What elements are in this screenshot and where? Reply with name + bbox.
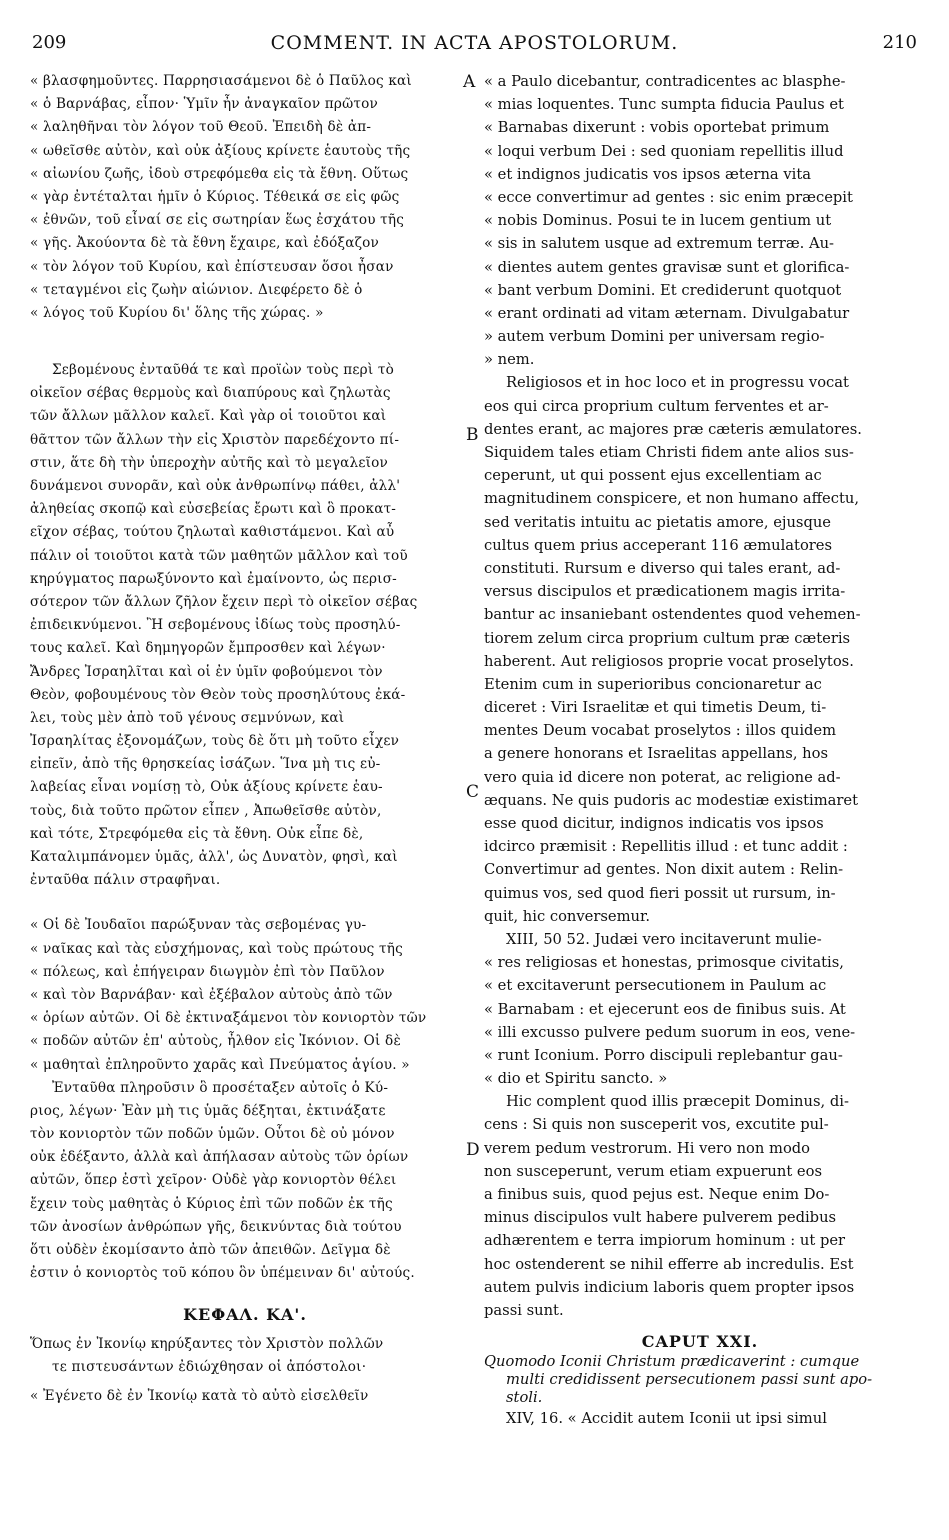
text-line: ἔχειν τοὺς μαθητὰς ὁ Κύριος ἐπὶ τῶν ποδῶν ἐκ τῆς [30, 1195, 393, 1212]
text-line: τοὺς, διὰ τοῦτο πρῶτον εἶπεν , Ἀπωθεῖσθε αὐτὸν, [30, 802, 382, 819]
text-line: « γὰρ ἐντέταλται ἡμῖν ὁ Κύριος. Τέθεικά σε εἰς φῶς [30, 188, 400, 205]
text-line: « ὁ Βαρνάβας, εἶπον· Ὑμῖν ἦν ἀναγκαῖον πρῶτον [30, 96, 378, 113]
text-line: autem pulvis indicium laboris quem propter ipsos [484, 1278, 855, 1296]
text-line: vero quia id dicere non poterat, ac religione ad- [484, 768, 841, 786]
text-line: minus discipulos vult habere pulverem pedibus [484, 1209, 837, 1227]
text-line: οἰκεῖον σέβας θερμοὺς καὶ διαπύρους καὶ ζηλωτὰς [30, 385, 391, 402]
text-line: τους καλεῖ. Καὶ δημηγορῶν ἔμπροσθεν καὶ λέγων· [30, 640, 386, 657]
text-line: « et excitaverunt persecutionem in Paulum ac [484, 977, 827, 995]
text-line: non susceperunt, verum etiam expuerunt eos [484, 1162, 822, 1180]
greek-column [30, 70, 460, 1408]
text-line: οὐκ ἐδέξαντο, ἀλλὰ καὶ ἀπήλασαν αὐτοὺς τῶν ὁρίων [30, 1149, 409, 1166]
text-line: quit, hic conversemur. [484, 907, 651, 925]
text-line: πάλιν οἱ τοιοῦτοι κατὰ τῶν μαθητῶν μᾶλλον καὶ τοῦ [30, 547, 408, 564]
text-line: diceret : Viri Israelitæ et qui timetis Deum, ti- [484, 699, 827, 717]
text-line: Ἐνταῦθα πληροῦσιν ὃ προσέταξεν αὐτοῖς ὁ Κύ- [52, 1079, 389, 1096]
margin-letter-b: B [466, 425, 479, 445]
text-line: « γῆς. Ἀκούοντα δὲ τὰ ἔθνη ἔχαιρε, καὶ ἐδόξαζον [30, 235, 380, 252]
text-line: cens : Si quis non susceperit vos, excutite pul- [484, 1116, 829, 1134]
text-line: « ὁρίων αὐτῶν. Οἱ δὲ ἐκτιναξάμενοι τὸν κονιορτὸν τῶν [30, 1010, 427, 1027]
text-line: « Barnabam : et ejecerunt eos de finibus suis. At [484, 1000, 846, 1018]
text-line: » autem verbum Domini per universam regio- [484, 328, 825, 346]
latin-chapter-heading: CAPUT XXI. [641, 1332, 759, 1352]
text-line: æquans. Ne quis pudoris ac modestiæ existimaret [484, 791, 859, 809]
text-line: ceperunt, ut qui possent ejus excellentiam ac [484, 467, 822, 485]
text-line: Hic complent quod illis præcepit Dominus, di- [506, 1093, 849, 1111]
text-line: Ἰσραηλίτας ἐξονομάζων, τοὺς δὲ ὅτι μὴ τοῦτο εἶχεν [30, 733, 400, 750]
latin-block-3 [484, 928, 916, 1090]
greek-chapter-summary-line: Ὅπως ἐν Ἰκονίῳ κηρύξαντες τὸν Χριστὸν πολλῶν [30, 1335, 384, 1352]
text-line: « τὸν λόγον τοῦ Κυρίου, καὶ ἐπίστευσαν ὅσοι ἦσαν [30, 258, 394, 275]
text-line: Convertimur ad gentes. Non dixit autem : Relin- [484, 861, 844, 879]
greek-last-line: « Ἐγένετο δὲ ἐν Ἰκονίῳ κατὰ τὸ αὐτὸ εἰσελθεῖν [30, 1387, 369, 1404]
text-line: λαβείας εἶναι νομίσῃ τὸ, Οὐκ ἀξίους κρίνετε ἑαυ- [30, 779, 383, 796]
text-line: δυνάμενοι συνορᾶν, καὶ οὐκ ἀνθρωπίνῳ πάθει, ἀλλ' [30, 478, 401, 494]
text-line: καὶ τότε, Στρεφόμεθα εἰς τὰ ἔθνη. Οὐκ εἶπε δὲ, [30, 825, 364, 842]
text-line: ἐπιδεικνύμενοι. Ἢ σεβομένους ἰδίως τοὺς προσηλύ- [30, 617, 401, 634]
latin-last-line: XIV, 16. « Accidit autem Iconii ut ipsi simul [506, 1410, 827, 1428]
greek-block-3 [30, 914, 460, 1076]
text-line: eos qui circa proprium cultum ferventes et ar- [484, 397, 829, 415]
latin-column [484, 70, 916, 1431]
text-line: « βλασφημοῦντες. Παρρησιασάμενοι δὲ ὁ Παῦλος καὶ [30, 73, 412, 89]
text-line: σότερον τῶν ἄλλων ζῆλον ἔχειν περὶ τὸ οἰκεῖον σέβας [30, 593, 418, 610]
latin-chapter-summary-line: Quomodo Iconii Christum prædicaverint : cumque [484, 1353, 860, 1371]
text-line: ριος, λέγων· Ἐὰν μὴ τις ὑμᾶς δέξηται, ἐκτινάξατε [30, 1102, 386, 1119]
margin-letter-a: A [463, 72, 476, 92]
margin-letter-d: D [466, 1140, 480, 1160]
text-line: εἰπεῖν, ἀπὸ τῆς θρησκείας ἰσάζων. Ἵνα μὴ τις εὐ- [30, 756, 381, 773]
text-line: versus discipulos et prædicationem magis irrita- [484, 583, 846, 601]
text-line: τῶν ἀνοσίων ἀνθρώπων γῆς, δεικνύντας διὰ τούτου [30, 1218, 402, 1235]
latin-block-2 [484, 371, 916, 928]
text-line: « mias loquentes. Tunc sumpta fiducia Paulus et [484, 96, 844, 114]
text-line: mentes Deum vocabat proselytos : illos quidem [484, 722, 837, 740]
text-line: Σεβομένους ἐνταῦθά τε καὶ προϊὼν τοὺς περὶ τὸ [52, 362, 394, 379]
text-line: « ποδῶν αὐτῶν ἐπ' αὐτοὺς, ἦλθον εἰς Ἰκόνιον. Οἱ δὲ [30, 1033, 401, 1050]
text-line: adhærentem e terra impiorum hominum : ut per [484, 1232, 846, 1250]
text-line: « ἐθνῶν, τοῦ εἶναί σε εἰς σωτηρίαν ἕως ἐσχάτου τῆς [30, 212, 405, 229]
text-line: Religiosos et in hoc loco et in progressu vocat [506, 374, 849, 392]
text-line: bantur ac insaniebant ostendentes quod vehemen- [484, 606, 861, 624]
text-line: αὐτῶν, ὅπερ ἐστὶ χεῖρον· Οὐδὲ γὰρ κονιορτὸν θέλει [30, 1172, 397, 1189]
text-line: τῶν ἄλλων μᾶλλον καλεῖ. Καὶ γὰρ οἱ τοιοῦτοι καὶ [30, 408, 387, 425]
latin-chapter-summary-line: multi credidissent persecutionem passi sunt apo- [506, 1371, 873, 1389]
text-line: Θεὸν, φοβουμένους τὸν Θεὸν τοὺς προσηλύτους ἐκά- [30, 686, 406, 703]
text-line: « res religiosas et honestas, primosque civitatis, [484, 954, 844, 972]
text-line: « ecce convertimur ad gentes : sic enim præcepit [484, 188, 853, 206]
text-line: « illi excusso pulvere pedum suorum in eos, vene- [484, 1023, 856, 1041]
text-line: « ναῖκας καὶ τὰς εὐσχήμονας, καὶ τοὺς πρώτους τῆς [30, 940, 403, 957]
text-line: dentes erant, ac majores præ cæteris æmulatores. [484, 420, 862, 438]
text-line: στιν, ἅτε δὴ τὴν ὑπεροχὴν αὐτῆς καὶ τὸ μεγαλεῖον [30, 454, 388, 471]
latin-block-1 [484, 70, 916, 371]
greek-chapter-heading: ΚΕΦΑΛ. ΚΑ'. [183, 1305, 307, 1325]
text-line: ἐστιν ὁ κονιορτὸς τοῦ κόπου ὃν ὑπέμειναν δι' αὐτούς. [30, 1265, 415, 1282]
text-line: « Barnabas dixerunt : vobis oportebat primum [484, 119, 830, 137]
text-line: « αἰωνίου ζωῆς, ἰδοὺ στρεφόμεθα εἰς τὰ ἔθνη. Οὕτως [30, 165, 409, 182]
page-header [32, 32, 917, 58]
text-line: haberent. Aut religiosos proprie vocat proselytos. [484, 652, 854, 670]
text-line: passi sunt. [484, 1301, 564, 1319]
text-line: esse quod dicitur, indignos indicatis vos ipsos [484, 815, 824, 832]
text-line: « a Paulo dicebantur, contradicentes ac blasphe- [484, 73, 846, 90]
text-line: « sis in salutem usque ad extremum terræ. Au- [484, 235, 834, 253]
text-line: Etenim cum in superioribus concionaretur ac [484, 675, 822, 693]
latin-chapter-summary-line: stoli. [506, 1389, 543, 1407]
text-line: » nem. [484, 351, 535, 369]
text-line: « Οἱ δὲ Ἰουδαῖοι παρώξυναν τὰς σεβομένας γυ- [30, 917, 367, 934]
text-line: a finibus suis, quod pejus est. Neque enim Do- [484, 1186, 830, 1203]
text-line: « ωθεῖσθε αὐτὸν, καὶ οὐκ ἀξίους κρίνετε ἑαυτοὺς τῆς [30, 142, 411, 159]
greek-block-1 [30, 70, 460, 325]
greek-chapter-summary-line: τε πιστευσάντων ἐδιώχθησαν οἱ ἀπόστολοι· [52, 1358, 367, 1375]
text-line: « πόλεως, καὶ ἐπήγειραν διωγμὸν ἐπὶ τὸν Παῦλον [30, 963, 385, 980]
text-line: XIII, 50 52. Judæi vero incitaverunt mulie- [506, 930, 822, 948]
text-line: « dio et Spiritu sancto. » [484, 1070, 668, 1088]
text-line: « nobis Dominus. Posui te in lucem gentium ut [484, 212, 832, 230]
text-line: verem pedum vestrorum. Hi vero non modo [484, 1139, 811, 1157]
text-line: κηρύγματος παρωξύνοντο καὶ ἐμαίνοντο, ὡς περισ- [30, 570, 397, 587]
text-line: Καταλιμπάνομεν ὑμᾶς, ἀλλ', ὡς Δυνατὸν, φησὶ, καὶ [30, 849, 398, 865]
text-line: « runt Iconium. Porro discipuli replebantur gau- [484, 1046, 843, 1064]
text-line: εῖχον σέβας, τούτου ζηλωταὶ καθιστάμενοι. Καὶ αὖ [30, 524, 395, 541]
text-line: Ἄνδρες Ἰσραηλῖται καὶ οἱ ἐν ὑμῖν φοβούμενοι τὸν [30, 663, 383, 680]
text-line: « bant verbum Domini. Et crediderunt quotquot [484, 281, 842, 299]
text-line: ὅτι οὐδὲν ἐκομίσαντο ἀπὸ τῶν ἀπειθῶν. Δεῖγμα δὲ [30, 1242, 391, 1258]
text-line: ἐνταῦθα πάλιν στραφῆναι. [30, 872, 221, 889]
text-line: tiorem zelum circa proprium cultum præ cæteris [484, 629, 851, 647]
text-line: « loqui verbum Dei : sed quoniam repellitis illud [484, 142, 844, 160]
page-number-right: 210 [882, 32, 917, 53]
text-line: « τεταγμένοι εἰς ζωὴν αἰώνιον. Διεφέρετο δὲ ὁ [30, 281, 363, 298]
text-line: « et indignos judicatis vos ipsos æterna vita [484, 165, 811, 183]
text-line: « erant ordinati ad vitam æternam. Divulgabatur [484, 304, 850, 322]
text-line: « dientes autem gentes gravisæ sunt et glorifica- [484, 258, 850, 276]
text-line: constituti. Rursum e diverso qui tales erant, ad- [484, 559, 841, 577]
text-line: « μαθηταὶ ἐπληροῦντο χαρᾶς καὶ Πνεύματος ἁγίου. » [30, 1056, 410, 1073]
text-line: quimus vos, sed quod fieri possit ut rursum, in- [484, 884, 836, 902]
text-line: θᾶττον τῶν ἄλλων τὴν εἰς Χριστὸν παρεδέχοντο πί- [30, 431, 400, 448]
page-number-left: 209 [32, 32, 67, 53]
text-line: « καὶ τὸν Βαρνάβαν· καὶ ἐξέβαλον αὐτοὺς ἀπὸ τῶν [30, 986, 393, 1003]
text-line: λει, τοὺς μὲν ἀπὸ τοῦ γένους σεμνύνων, καὶ [30, 709, 345, 726]
text-line: « λόγος τοῦ Κυρίου δι' ὅλης τῆς χώρας. » [30, 304, 324, 321]
text-line: magnitudinem conspicere, et non humano affectu, [484, 490, 859, 508]
text-line: a genere honorans et Israelitas appellans, hos [484, 745, 829, 763]
greek-block-2 [30, 359, 460, 892]
text-line: sed veritatis intuitu ac pietatis amore, ejusque [484, 513, 831, 531]
text-line: ἀληθείας σκοπῷ καὶ εὐσεβείας ἔρωτι καὶ ὃ προκατ- [30, 501, 397, 518]
text-line: τὸν κονιορτὸν τῶν ποδῶν ὑμῶν. Οὗτοι δὲ οὐ μόνον [30, 1126, 395, 1143]
text-line: Siquidem tales etiam Christi fidem ante alios sus- [484, 444, 854, 461]
text-line: cultus quem prius acceperant 116 æmulatores [484, 536, 833, 554]
text-line: hoc ostenderent se nihil efferre ab incredulis. Est [484, 1255, 854, 1273]
running-title: COMMENT. IN ACTA APOSTOLORUM. [270, 32, 679, 54]
greek-block-4 [30, 1077, 460, 1286]
text-line: « λαληθῆναι τὸν λόγον τοῦ Θεοῦ. Ἐπειδὴ δὲ ἀπ- [30, 119, 372, 136]
margin-letter-c: C [466, 782, 480, 802]
text-line: idcirco præmisit : Repellitis illud : et tunc addit : [484, 838, 848, 856]
latin-block-4 [484, 1090, 916, 1322]
